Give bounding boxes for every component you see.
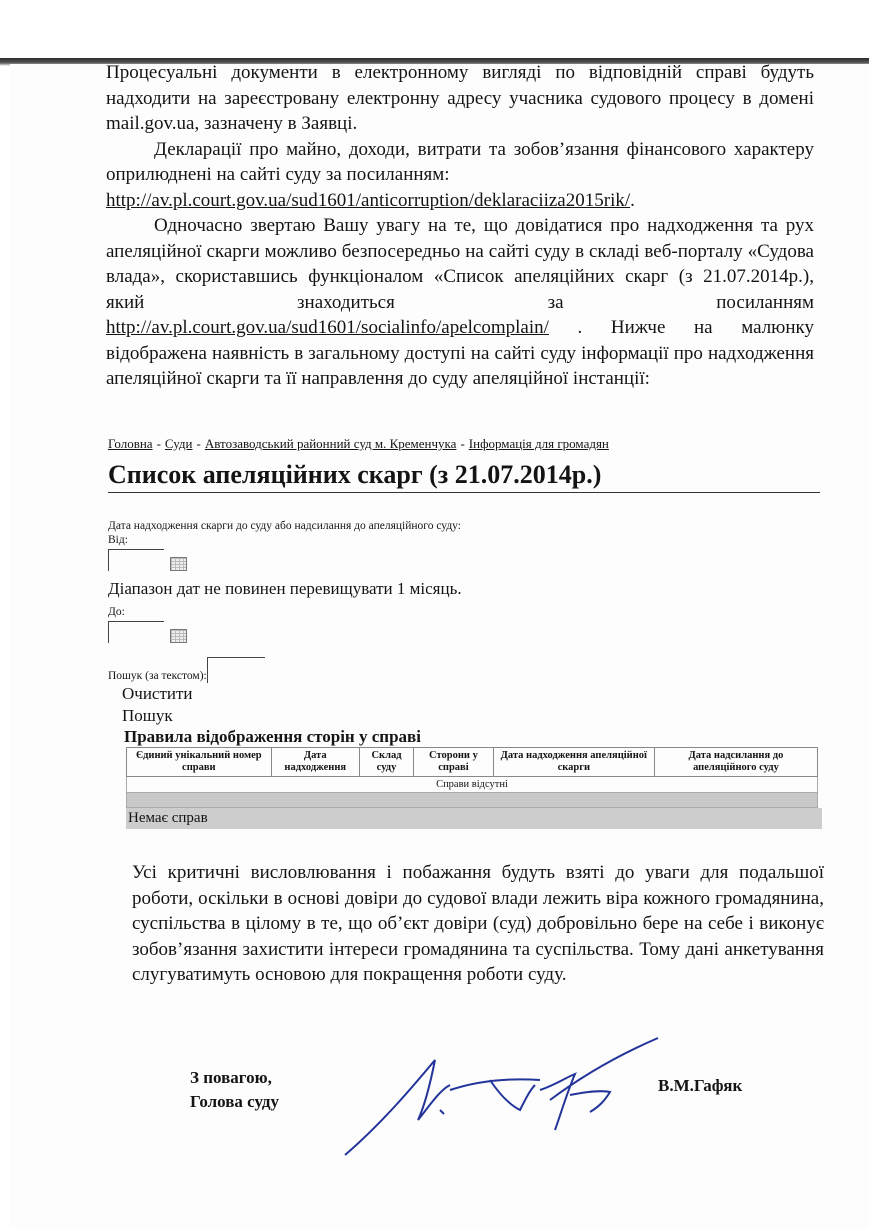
rules-heading[interactable]: Правила відображення сторін у справі (124, 727, 421, 746)
table-footer-row (127, 793, 818, 808)
header-parties: Сторони у справі (414, 748, 494, 777)
empty-message: Справи відсутні (127, 777, 818, 793)
handwritten-signature (340, 1030, 660, 1160)
paragraph-declarations: Декларації про майно, доходи, витрати та зобов’язання фінансового характеру оприлюднені на сайті суду за посиланням: http://av.pl.court.gov.ua/sud1601/anticorruption/deklaraciiza2015rik/. (106, 138, 814, 211)
appeals-link[interactable]: http://av.pl.court.gov.ua/sud1601/socialinfo/apelcomplain/ (106, 317, 549, 338)
from-date-input[interactable] (108, 549, 164, 571)
to-label: До: (108, 606, 125, 618)
from-label: Від: (108, 534, 128, 546)
declarations-link[interactable]: http://av.pl.court.gov.ua/sud1601/anticorruption/deklaraciiza2015rik/ (106, 189, 631, 211)
calendar-icon[interactable] (170, 557, 187, 571)
calendar-icon[interactable] (170, 629, 187, 643)
header-appeal-received: Дата надходження апеляційної скарги (493, 748, 654, 777)
header-court-panel: Склад суду (359, 748, 413, 777)
range-warning: Діапазон дат не повинен перевищувати 1 місяць. (108, 579, 462, 598)
appeals-text: Одночасно звертаю Вашу увагу на те, що довідатися про надходження та рух апеляційної скарги можливо безпосередньо на сайті суду в складі веб-порталу «Судова влада», скориставшись функціоналом «Список апеляційних скарг (з 21.07.2014р.), який знаходиться за посиланням (106, 215, 814, 313)
table-row (127, 777, 818, 793)
closing-section (132, 860, 824, 988)
appeals-text-end: . Нижче на малюнку відображена наявність в загальному доступі на сайті суду інформації про надходження апеляційної скарги та її направлення до суду апеляційної інстанції: (106, 317, 815, 389)
clear-button[interactable]: Очистити (122, 684, 193, 703)
closing-paragraph: Усі критичні висловлювання і побажання будуть взяті до уваги для подальшої роботи, оскільки в основі довіри до судової влади лежить віра кожного громадянина, суспільства в цілому в те, що об’єкт довіри (суд) добровільно бере на себе і виконує зобов’язання захистити інтереси громадянина та суспільства. Тому дані анкетування слугуватимуть основою для покращення роботи суду. (132, 862, 824, 985)
breadcrumb-court[interactable]: Автозаводський районний суд м. Кременчука (204, 436, 457, 451)
signature-block (190, 1066, 279, 1114)
header-received-date: Дата надходження (271, 748, 359, 777)
no-cases-bar: Немає справ (126, 808, 822, 829)
breadcrumb-home[interactable]: Головна (108, 436, 153, 451)
breadcrumb: Головна - Суди - Автозаводський районний суд м. Кременчука - Інформація для громадян (108, 436, 609, 451)
regards-text: З повагою, (190, 1068, 272, 1087)
letter-body (106, 60, 814, 392)
scan-margin-top (0, 0, 869, 62)
to-date-input[interactable] (108, 621, 164, 643)
breadcrumb-courts[interactable]: Суди (164, 436, 193, 451)
search-button[interactable]: Пошук (122, 706, 173, 725)
search-input[interactable] (207, 657, 265, 683)
table-header-row (127, 748, 818, 777)
website-screenshot (108, 436, 824, 829)
search-label: Пошук (за текстом): (108, 670, 207, 682)
paragraph-documents: Процесуальні документи в електронному вигляді по відповідній справі будуть надходити на зареєстровану електронну адресу учасника судового процесу в домені mail.gov.ua, зазначену в Заявці. (106, 62, 814, 134)
paragraph-appeals (106, 213, 814, 392)
page-title: Список апеляційних скарг (з 21.07.2014р.) (108, 460, 820, 493)
from-date-row (108, 549, 824, 571)
position-text: Голова суду (190, 1092, 279, 1111)
date-caption: Дата надходження скарги до суду або надсилання до апеляційного суду: (108, 520, 461, 532)
breadcrumb-info[interactable]: Інформація для громадян (468, 436, 609, 451)
declarations-text: Декларації про майно, доходи, витрати та зобов’язання фінансового характеру оприлюднені на сайті суду за посиланням: (106, 138, 814, 185)
header-appeal-sent: Дата надсилання до апеляційного суду (654, 748, 817, 777)
to-date-row (108, 621, 824, 643)
header-case-number: Єдиний унікальний номер справи (127, 748, 272, 777)
cases-table (126, 747, 818, 808)
search-row (108, 657, 824, 683)
signer-name: В.М.Гафяк (658, 1076, 743, 1095)
